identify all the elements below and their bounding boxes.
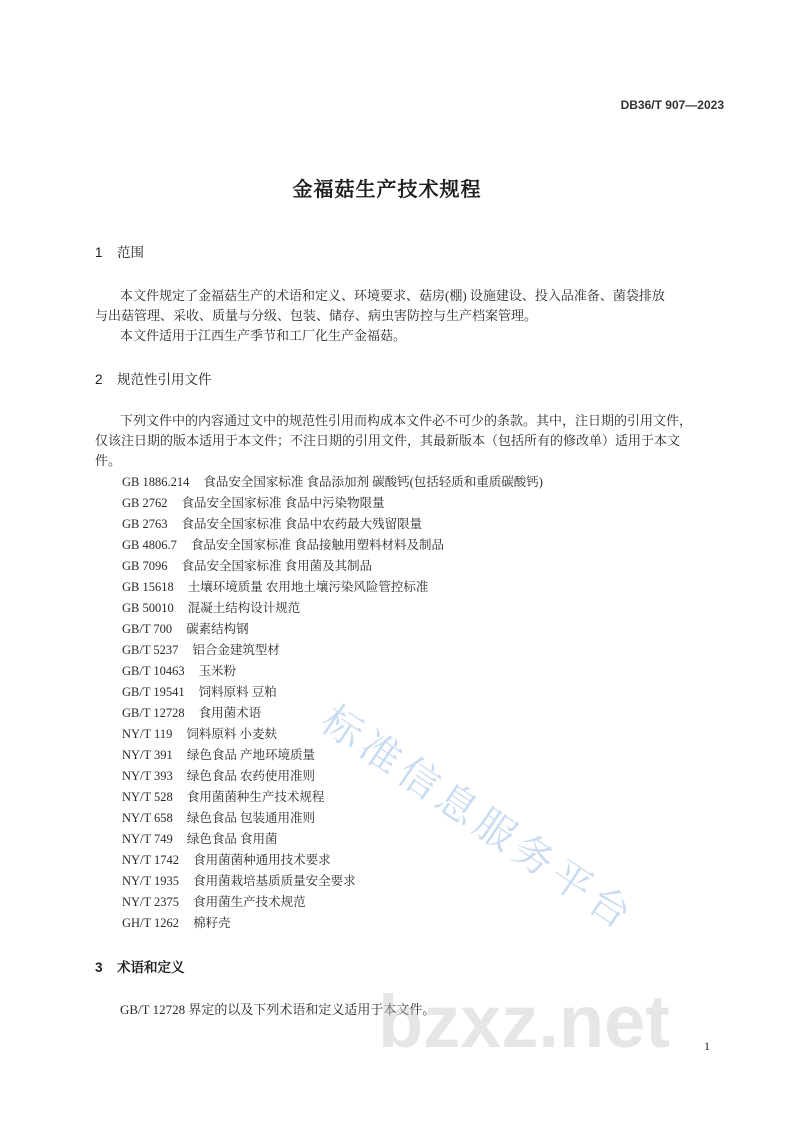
reference-code: GH/T 1262 bbox=[122, 916, 180, 930]
reference-title: 绿色食品 食用菌 bbox=[186, 832, 278, 846]
reference-code: GB/T 10463 bbox=[122, 664, 185, 678]
reference-title: 混凝土结构设计规范 bbox=[187, 601, 301, 615]
reference-title: 绿色食品 产地环境质量 bbox=[186, 748, 315, 762]
reference-code: GB/T 12728 bbox=[122, 706, 185, 720]
reference-title: 绿色食品 农药使用准则 bbox=[186, 769, 315, 783]
reference-title: 食品安全国家标准 食品添加剂 碳酸钙(包括轻质和重质碳酸钙) bbox=[203, 475, 543, 489]
reference-item bbox=[122, 725, 277, 743]
reference-code: NY/T 393 bbox=[122, 769, 173, 783]
reference-title: 食用菌术语 bbox=[198, 706, 262, 720]
paragraph-line: 与出菇管理、采收、质量与分级、包装、储存、病虫害防控与生产档案管理。 bbox=[95, 308, 538, 323]
document-title: 金福菇生产技术规程 bbox=[292, 179, 482, 201]
reference-code: GB 50010 bbox=[122, 601, 174, 615]
reference-item bbox=[122, 494, 385, 512]
reference-item bbox=[122, 914, 231, 932]
reference-title: 食用菌栽培基质质量安全要求 bbox=[193, 874, 356, 888]
page-number: 1 bbox=[704, 1039, 710, 1053]
reference-code: GB 1886.214 bbox=[122, 475, 190, 489]
reference-title: 铝合金建筑型材 bbox=[192, 643, 280, 657]
section-3-heading bbox=[95, 959, 185, 977]
reference-item bbox=[122, 809, 315, 827]
reference-item bbox=[122, 788, 324, 806]
reference-item bbox=[122, 893, 306, 911]
reference-title: 饲料原料 豆粕 bbox=[198, 685, 277, 699]
reference-title: 碳素结构钢 bbox=[186, 622, 249, 636]
reference-code: GB 15618 bbox=[122, 580, 174, 594]
reference-code: NY/T 658 bbox=[122, 811, 173, 825]
reference-item bbox=[122, 473, 543, 491]
paragraph-line: 件。 bbox=[95, 453, 122, 468]
section-title: 范围 bbox=[117, 245, 144, 260]
reference-item bbox=[122, 641, 280, 659]
reference-title: 食用菌生产技术规范 bbox=[193, 895, 306, 909]
section-title: 术语和定义 bbox=[117, 960, 185, 975]
site-watermark: bzxz.net bbox=[378, 980, 670, 1063]
document-number: DB36/T 907—2023 bbox=[620, 98, 724, 112]
reference-title: 食品安全国家标准 食品中农药最大残留限量 bbox=[181, 517, 423, 531]
paragraph-line: 本文件规定了金福菇生产的术语和定义、环境要求、菇房(棚) 设施建设、投入品准备、菌袋排放 bbox=[120, 288, 665, 303]
reference-item bbox=[122, 851, 331, 869]
reference-item bbox=[122, 515, 422, 533]
reference-code: NY/T 119 bbox=[122, 727, 173, 741]
reference-item bbox=[122, 704, 261, 722]
reference-item bbox=[122, 662, 236, 680]
reference-item bbox=[122, 830, 277, 848]
reference-code: NY/T 1935 bbox=[122, 874, 180, 888]
reference-code: GB/T 5237 bbox=[122, 643, 179, 657]
reference-title: 饲料原料 小麦麸 bbox=[186, 727, 277, 741]
reference-title: 棉籽壳 bbox=[193, 916, 231, 930]
reference-title: 食品安全国家标准 食用菌及其制品 bbox=[181, 559, 373, 573]
reference-code: NY/T 391 bbox=[122, 748, 173, 762]
section-number: 2 bbox=[95, 372, 103, 387]
reference-item bbox=[122, 872, 356, 890]
reference-code: GB 4806.7 bbox=[122, 538, 177, 552]
paragraph-line: 本文件适用于江西生产季节和工厂化生产金福菇。 bbox=[120, 328, 407, 343]
reference-code: GB/T 19541 bbox=[122, 685, 185, 699]
reference-title: 食用菌菌种通用技术要求 bbox=[193, 853, 331, 867]
paragraph-line: 仅该注日期的版本适用于本文件；不注日期的引用文件，其最新版本（包括所有的修改单）适用于本文 bbox=[95, 433, 681, 448]
section-1-heading bbox=[95, 244, 144, 262]
paragraph-line: 下列文件中的内容通过文中的规范性引用而构成本文件必不可少的条款。其中，注日期的引用文件， bbox=[120, 413, 693, 428]
reference-item bbox=[122, 599, 300, 617]
reference-code: GB 2763 bbox=[122, 517, 168, 531]
reference-code: NY/T 1742 bbox=[122, 853, 180, 867]
reference-item bbox=[122, 683, 277, 701]
reference-item bbox=[122, 536, 444, 554]
paragraph-line: GB/T 12728 界定的以及下列术语和定义适用于本文件。 bbox=[120, 1002, 436, 1017]
reference-item bbox=[122, 620, 249, 638]
reference-title: 食品安全国家标准 食品接触用塑料材料及制品 bbox=[190, 538, 445, 552]
diagonal-watermark: 标准信息服务平台 bbox=[312, 697, 644, 942]
reference-title: 食用菌菌种生产技术规程 bbox=[186, 790, 325, 804]
reference-title: 玉米粉 bbox=[198, 664, 237, 678]
reference-title: 土壤环境质量 农用地土壤污染风险管控标准 bbox=[187, 580, 429, 594]
reference-item bbox=[122, 578, 428, 596]
reference-item bbox=[122, 746, 315, 764]
reference-item bbox=[122, 557, 372, 575]
reference-code: GB 2762 bbox=[122, 496, 168, 510]
reference-code: GB/T 700 bbox=[122, 622, 173, 636]
reference-title: 绿色食品 包装通用准则 bbox=[186, 811, 315, 825]
reference-code: GB 7096 bbox=[122, 559, 168, 573]
reference-code: NY/T 528 bbox=[122, 790, 173, 804]
reference-item bbox=[122, 767, 315, 785]
section-title: 规范性引用文件 bbox=[117, 372, 212, 387]
reference-code: NY/T 749 bbox=[122, 832, 173, 846]
reference-title: 食品安全国家标准 食品中污染物限量 bbox=[181, 496, 385, 510]
reference-code: NY/T 2375 bbox=[122, 895, 180, 909]
section-number: 1 bbox=[95, 245, 103, 260]
section-2-heading bbox=[95, 371, 212, 389]
section-number: 3 bbox=[95, 960, 103, 975]
